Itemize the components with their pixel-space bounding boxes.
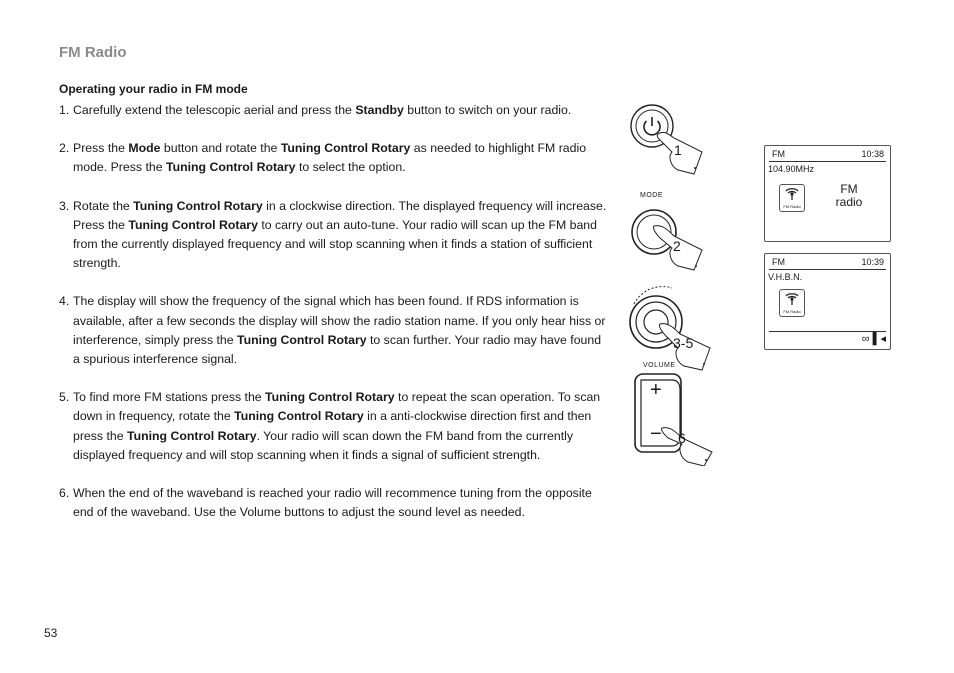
instruction-step [59,139,611,177]
bold-term: Mode [128,141,161,156]
page-number: 53 [44,626,58,640]
bold-term: Tuning Control Rotary [280,141,411,156]
bold-term: Tuning Control Rotary [128,217,258,232]
instruction-step [59,388,611,465]
step-text: button and rotate the [160,141,281,156]
volume-caption: VOLUME [643,362,676,369]
lcd-fm-radio-label: FM radio [835,182,863,209]
step-label-3-5: 3-5 [673,335,694,351]
step-number: 2. [59,141,70,156]
step-text: to repeat the scan operation. To scan down in frequency, rotate the [73,390,601,424]
step-label-6: 6 [678,430,686,446]
fm-radio-icon-caption: FM Radio [783,309,801,314]
step-text: When the end of the waveband is reached your radio will recommence tuning from the opposite end of the waveband. Use the Volume buttons to adjust the sound level as needed. [73,486,592,520]
lcd-divider [769,269,886,270]
step-text: The display will show the frequency of the signal which has been found. If RDS information is available, after a few seconds the display will show the radio station name. If you only hear hiss or interference, simply press the [73,294,606,347]
step-text: Rotate the [73,198,134,213]
instruction-step [59,197,611,274]
bold-term: Tuning Control Rotary [265,390,395,405]
step-number: 3. [59,198,70,213]
volume-buttons-illustration [632,360,722,466]
instruction-step [59,292,611,369]
step-text: Press the [73,141,129,156]
step-text: Carefully extend the telescopic aerial and press the [73,103,356,117]
lcd-mode-label: FM [772,257,785,267]
lcd-display-station [764,253,891,350]
lcd-frequency: 104.90MHz [768,164,815,174]
bold-term: Standby [355,103,404,117]
subheading: Operating your radio in FM mode [59,82,248,96]
lcd-mode-label: FM [772,149,785,159]
volume-minus-icon: − [650,423,662,445]
fm-radio-icon-caption: FM Radio [783,204,801,209]
step-label-2: 2 [673,238,681,254]
lcd-status-icons: ∞ ▌◂ [861,333,886,345]
bold-term: Tuning Control Rotary [133,198,263,213]
step-number: 5. [59,390,70,405]
step-text: . Your radio will scan down the FM band from the currently displayed frequency and will stop scanning when it finds a signal of sufficient strength. [73,428,574,462]
step-text: to scan further. Your radio may have found a spurious interference signal. [73,332,602,367]
lcd-station-name: V.H.B.N. [768,272,803,282]
step-text: in a clockwise direction. The displayed frequency will increase. Press the [73,198,607,232]
step-text: To find more FM stations press the [73,390,266,405]
fm-radio-icon [779,184,805,212]
lcd-clock: 10:39 [861,257,884,267]
section-title: FM Radio [59,44,127,61]
mode-caption: MODE [640,192,663,199]
bold-term: Tuning Control Rotary [237,332,367,347]
mode-button-illustration [628,190,714,276]
step-number: 1. [59,103,70,117]
bold-term: Tuning Control Rotary [127,428,257,443]
lcd-divider [769,161,886,162]
bold-term: Tuning Control Rotary [234,409,364,424]
step-text: as needed to highlight FM radio mode. Press the [73,141,587,175]
fm-radio-icon [779,289,805,317]
step-text: in a anti-clockwise direction first and then press the [73,409,592,443]
step-text: to carry out an auto-tune. Your radio will scan up the FM band from the currently displayed frequency and will stop scanning when it finds a station of sufficient strength. [73,217,597,271]
standby-button-illustration [628,104,710,176]
step-label-1: 1 [674,142,682,158]
instruction-step [59,101,611,120]
lcd-clock: 10:38 [861,149,884,159]
instruction-step [59,484,611,522]
lcd-status-divider [769,331,886,332]
step-number: 4. [59,294,70,309]
lcd-display-frequency [764,145,891,242]
step-number: 6. [59,486,70,501]
instruction-steps [59,101,611,522]
bold-term: Tuning Control Rotary [165,160,296,175]
step-text: to select the option. [295,160,406,175]
step-text: button to switch on your radio. [403,103,572,117]
volume-plus-icon: + [650,379,662,401]
